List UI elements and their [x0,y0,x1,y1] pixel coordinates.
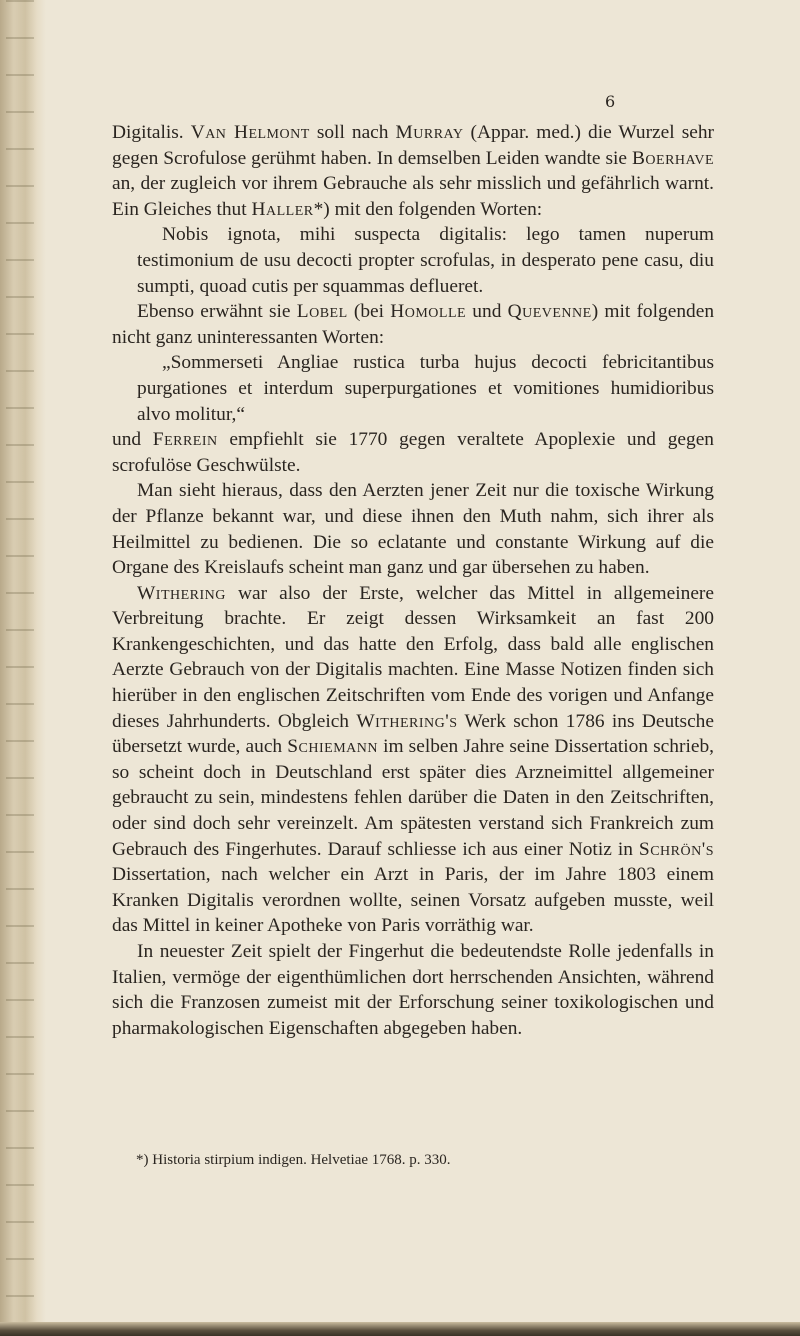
text-run: empfiehlt sie 1770 gegen veraltete Apoplexie und gegen scrofulöse Geschwülste. [112,429,714,476]
text-run: „Sommerseti Angliae rustica turba hujus decocti febricitantibus purgationes et interdum superpurgationes et vomitiones humidioribus alvo molitur,“ [137,352,714,425]
paragraph [112,478,714,580]
text-run: Werk schon 1786 ins Deutsche übersetzt wurde, auch [112,710,714,758]
text-run: soll nach [309,122,396,143]
author-name: Van Helmont [190,122,310,143]
text-run: (bei [347,301,391,323]
text-run: war also der Erste, welcher das Mittel in allgemeinere Verbreitung brachte. Er zeigt dessen Wirksamkeit an fast 200 Krankengeschichten, und das hatte den Erfolg, dass bald alle englischen Aerzte Gebrauch von der Digitalis machten. Eine Masse Notizen finden sich hierüber in den englischen Zeitschriften vom Ende des vorigen und Anfange dieses Jahrhunderts. Obgleich [112,582,714,732]
text-run: Nobis ignota, mihi suspecta digitalis: lego tamen nuperum testimonium de usu decocti propter scrofulas, in desperato pene casu, diu sumpti, quoad cutis per squammas deflueret. [137,224,714,297]
author-name: Schiemann [287,736,378,758]
author-name: Schrön's [638,838,714,860]
paragraph [112,427,714,478]
author-name: Withering's [356,710,458,732]
author-name: Homolle [390,301,467,323]
author-name: Lobel [296,301,348,323]
paragraph [112,120,714,222]
text-run: und [112,429,153,451]
body-text [112,120,714,1041]
paragraph [112,350,714,427]
author-name: Withering [137,582,226,604]
text-run: ) mit folgenden nicht ganz uninteressanten Worten: [112,301,715,348]
text-run: Dissertation, nach welcher ein Arzt in Paris, der im Jahre 1803 einem Kranken Digitalis verordnen wollte, seinen Vorsatz aufgeben musste, weil das Mittel in keiner Apotheke von Paris vorräthig war. [112,864,714,937]
paragraph [112,581,714,939]
text-run: an, der zugleich vor ihrem Gebrauche als sehr misslich und gefährlich warnt. Ein Gleiches thut [112,173,714,220]
text-run: Ebenso erwähnt sie [137,301,297,323]
author-name: Ferrein [152,429,218,451]
author-name: Quevenne [507,301,592,323]
author-name: Boerhave [631,147,714,169]
footnote: *) Historia stirpium indigen. Helvetiae 1768. p. 330. [136,1152,451,1168]
text-run: (Appar. med.) die Wurzel sehr gegen Scrofulose gerühmt haben. In demselben Leiden wandte sie [112,122,715,169]
author-name: Haller [251,198,314,220]
paragraph [112,299,714,350]
text-run: In neuester Zeit spielt der Fingerhut die bedeutendste Rolle jedenfalls in Italien, vermöge der eigenthümlichen dort herrschenden Ansichten, während sich die Franzosen zumeist mit der Erforschung seiner toxikologischen und pharmakologischen Eigenschaften abgegeben haben. [112,941,714,1039]
text-run: Man sieht hieraus, dass den Aerzten jener Zeit nur die toxische Wirkung der Pflanze bekannt war, und diese ihnen den Muth nahm, sich ihrer als Heilmittel zu bedienen. Die so eclatante und constante Wirkung auf die Organe des Kreislaufs scheint man ganz und gar übersehen zu haben. [112,480,714,579]
text-run: und [466,301,508,323]
text-run: Digitalis. [112,122,191,143]
text-run: im selben Jahre seine Dissertation schrieb, so scheint doch in Deutschland erst später dies Arzneimittel allgemeiner gebraucht zu sein, mindestens fehlen darüber die Daten in den Zeitschriften, oder sind doch sehr vereinzelt. Am spätesten verstand sich Frankreich zum Gebrauch des Fingerhutes. Darauf schliesse ich aus einer Notiz in [112,736,714,860]
paragraph [112,222,714,299]
page-number: 6 [605,92,616,111]
author-name: Murray [395,122,464,143]
paragraph [112,939,714,1041]
text-run: *) mit den folgenden Worten: [313,198,543,220]
